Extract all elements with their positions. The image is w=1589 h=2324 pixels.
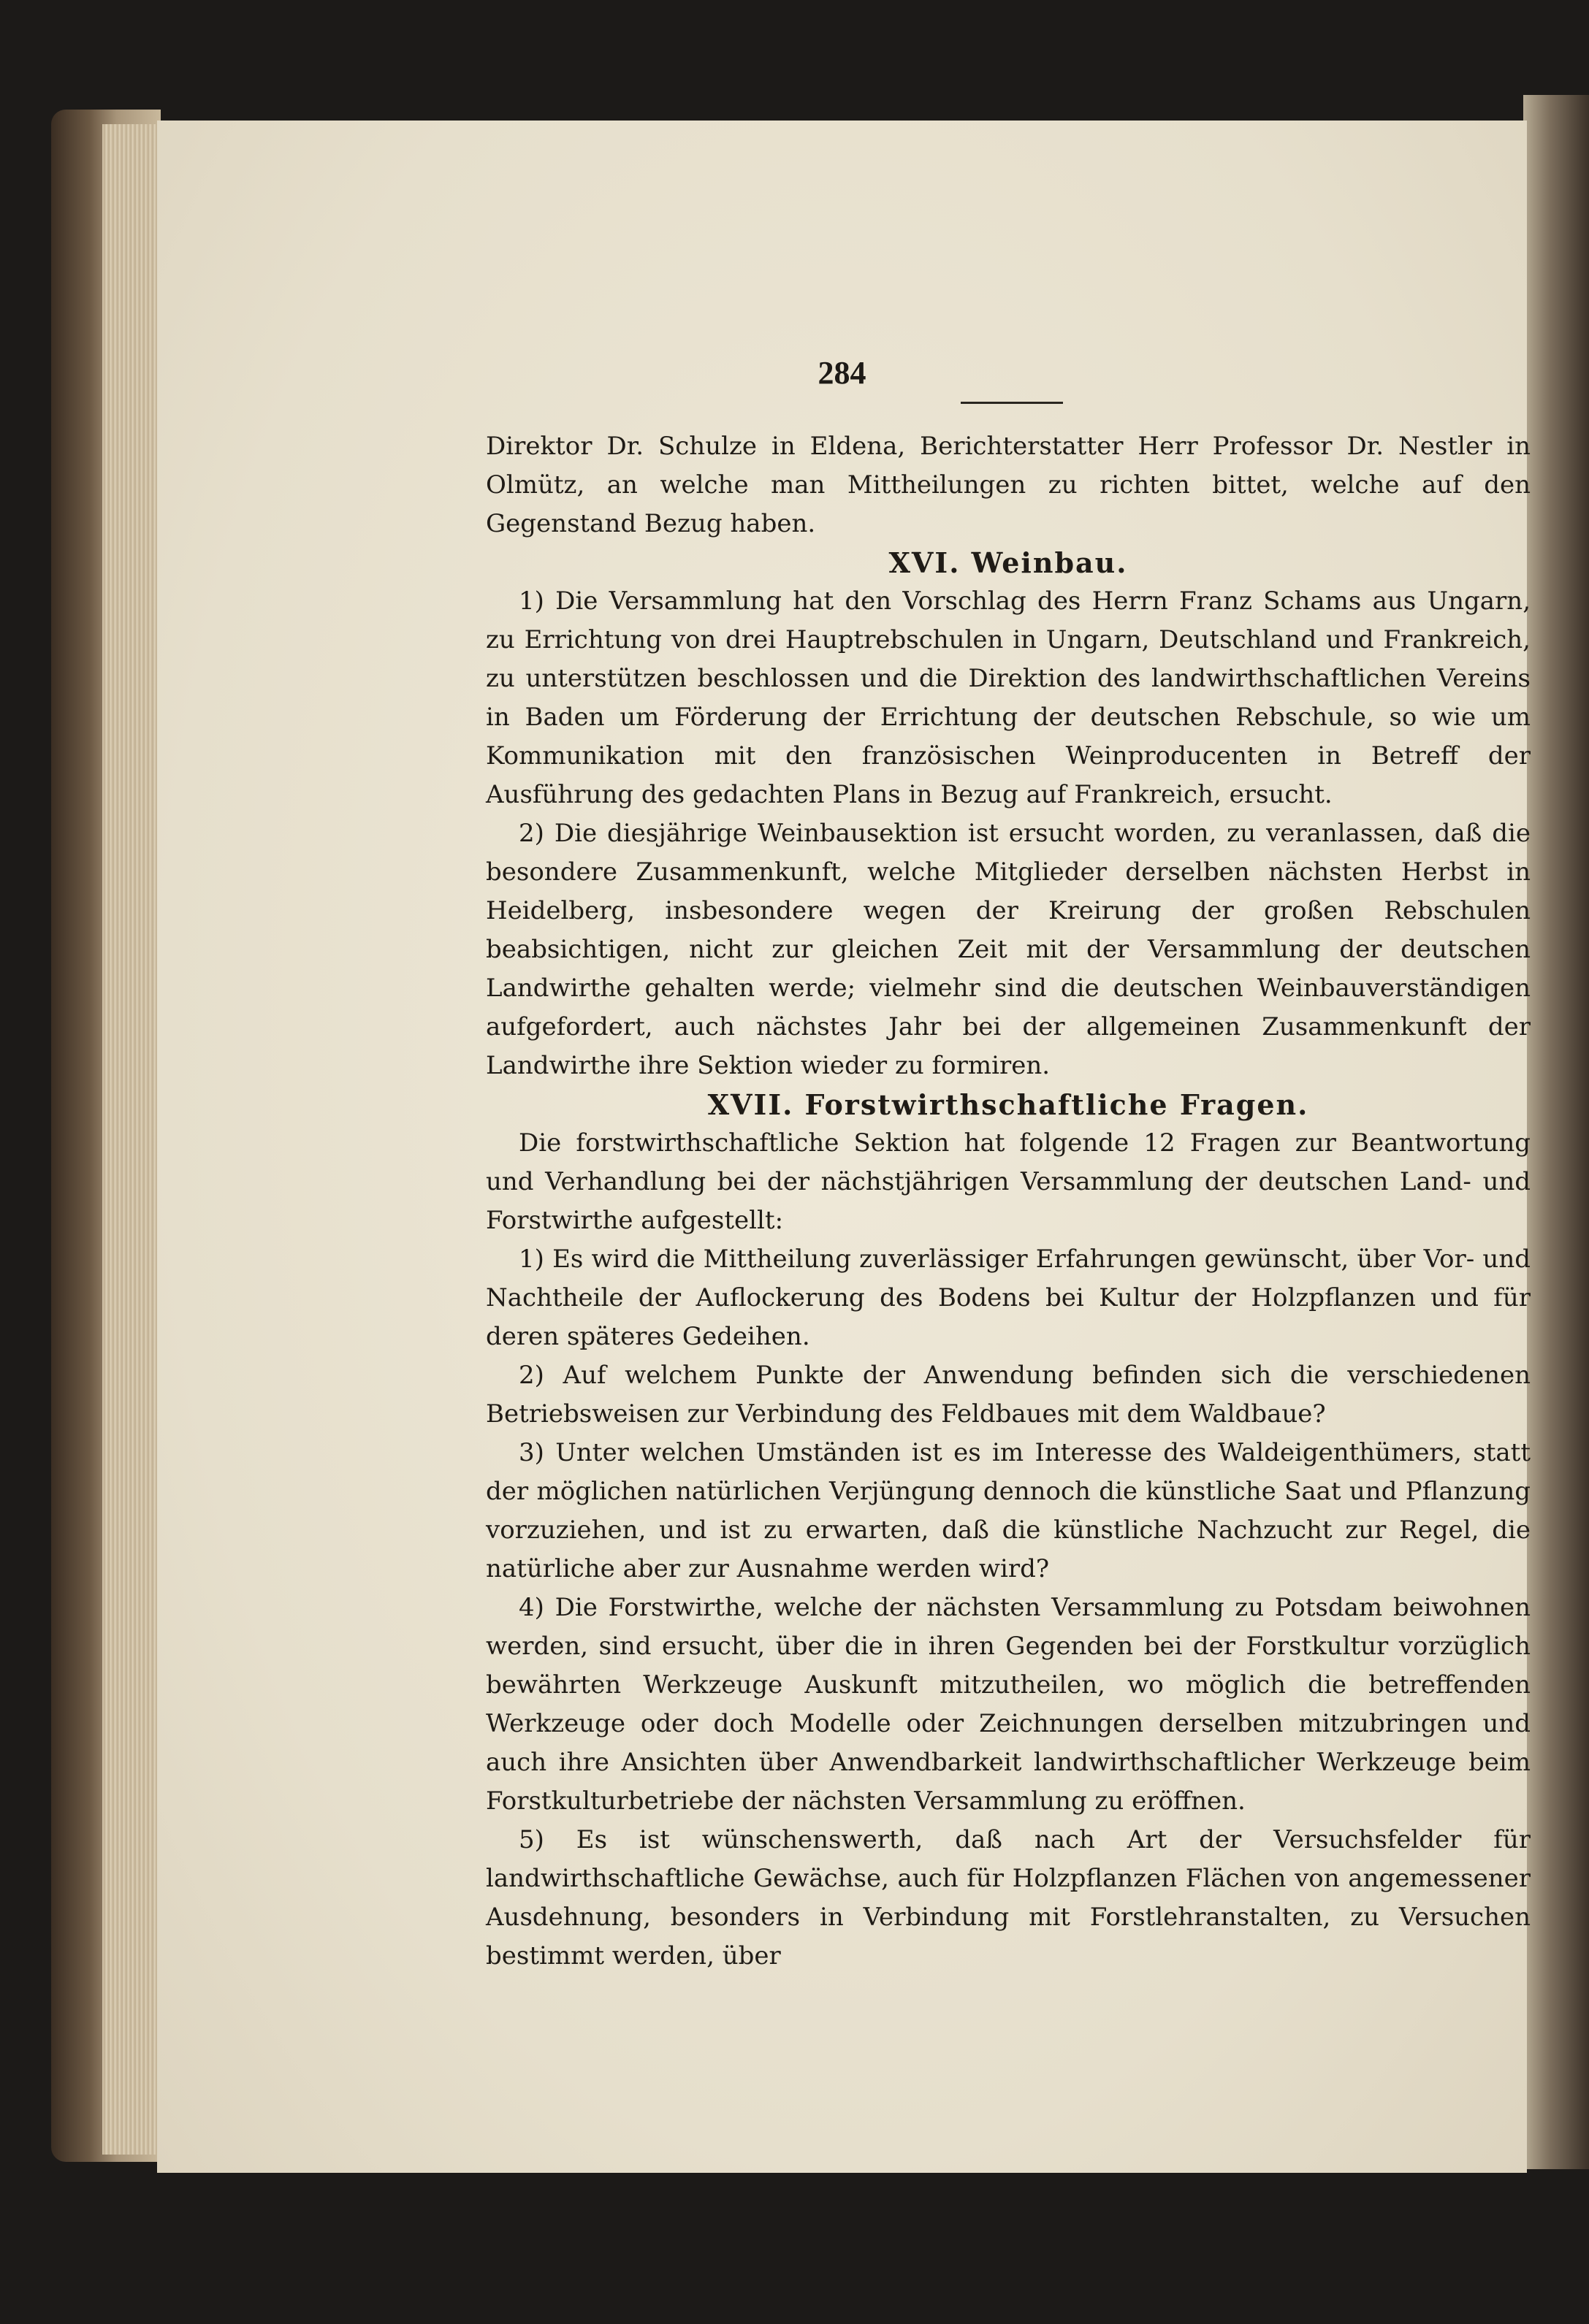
section-xvii-lead: Die forstwirthschaftliche Sektion hat folgende 12 Fragen zur Beantwortung und Verhandlung bei der nächstjährigen Versammlung der deutschen Land- und Forstwirthe aufgestellt: — [486, 1128, 1531, 1235]
question-5: 5) Es ist wünschenswerth, daß nach Art der Versuchsfelder für landwirthschaftliche Gewächse, auch für Holzpflanzen Flächen von angemessener Ausdehnung, besonders in Verbindung mit Forstlehranstalten, zu Versuchen bestimmt werden, über — [486, 1825, 1531, 1971]
section-heading-xvii: XVII. Forstwirthschaftliche Fragen. — [707, 1088, 1309, 1121]
section-heading-xvi: XVI. Weinbau. — [888, 546, 1128, 579]
intro-paragraph: Direktor Dr. Schulze in Eldena, Berichterstatter Herr Professor Dr. Nestler in Olmütz, an welche man Mittheilungen zu richten bittet, welche auf den Gegenstand Bezug haben. — [486, 432, 1531, 538]
section-xvi-paragraph-1: 1) Die Versammlung hat den Vorschlag des Herrn Franz Schams aus Ungarn, zu Errichtung von drei Hauptrebschulen in Ungarn, Deutschland und Frankreich, zu unterstützen beschlossen und die Direktion des landwirthschaftlichen Vereins in Baden um Förderung der Errichtung der deutschen Rebschule, so wie um Kommunikation mit den französischen Weinproducenten in Betreff der Ausführung des gedachten Plans in Bezug auf Frankreich, ersucht. — [486, 586, 1531, 809]
question-1: 1) Es wird die Mittheilung zuverlässiger Erfahrungen gewünscht, über Vor- und Nachtheile der Auflockerung des Bodens bei Kultur der Holzpflanzen und für deren späteres Gedeihen. — [486, 1245, 1531, 1351]
question-2: 2) Auf welchem Punkte der Anwendung befinden sich die verschiedenen Betriebsweisen zur Verbindung des Feldbaues mit dem Waldbaue? — [486, 1361, 1531, 1429]
page-text — [486, 427, 1531, 1976]
question-3: 3) Unter welchen Umständen ist es im Interesse des Waldeigenthümers, statt der möglichen natürlichen Verjüngung dennoch die künstliche Saat und Pflanzung vorzuziehen, und ist zu erwarten, daß die künstliche Nachzucht zur Regel, die natürliche aber zur Ausnahme werden wird? — [486, 1438, 1531, 1583]
page-number-rule — [961, 402, 1063, 404]
book-page — [157, 121, 1531, 2173]
page-number: 284 — [818, 355, 866, 391]
book-cover-right — [1523, 95, 1589, 2169]
section-xvi-paragraph-2: 2) Die diesjährige Weinbausektion ist ersucht worden, zu veranlassen, daß die besondere Zusammenkunft, welche Mitglieder derselben nächsten Herbst in Heidelberg, insbesondere wegen der Kreirung der großen Rebschulen beabsichtigen, nicht zur gleichen Zeit mit der Versammlung der deutschen Landwirthe gehalten werde; vielmehr sind die deutschen Weinbauverständigen aufgefordert, auch nächstes Jahr bei der allgemeinen Zusammenkunft der Landwirthe ihre Sektion wieder zu formiren. — [486, 819, 1531, 1080]
question-4: 4) Die Forstwirthe, welche der nächsten Versammlung zu Potsdam beiwohnen werden, sind ersucht, über die in ihren Gegenden bei der Forstkultur vorzüglich bewährten Werkzeuge Auskunft mitzutheilen, wo möglich die betreffenden Werkzeuge oder doch Modelle oder Zeichnungen derselben mitzubringen und auch ihre Ansichten über Anwendbarkeit landwirthschaftlicher Werkzeuge beim Forstkulturbetriebe der nächsten Versammlung zu eröffnen. — [486, 1593, 1531, 1816]
